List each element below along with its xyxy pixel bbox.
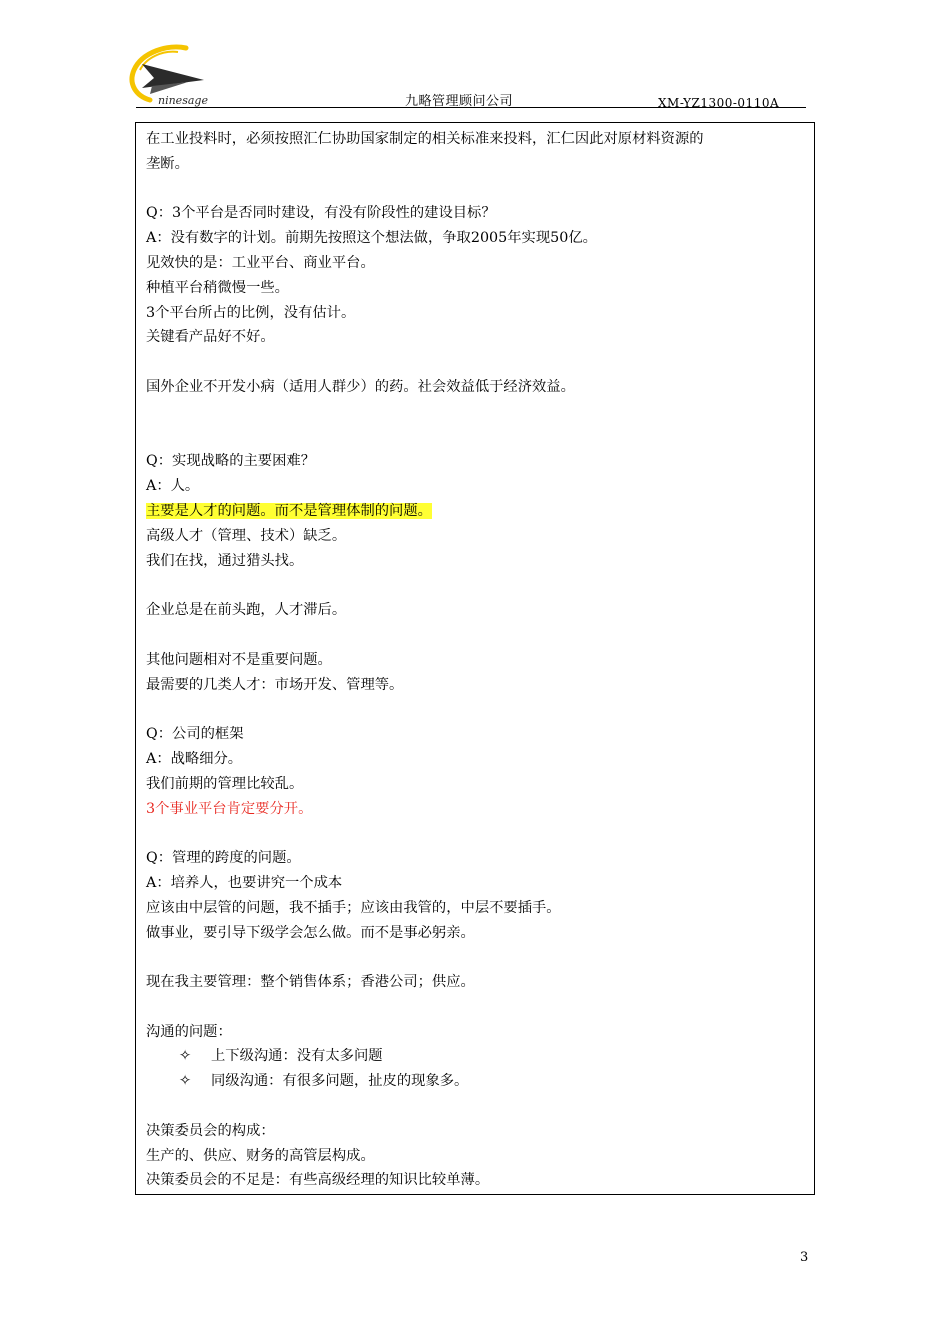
paragraph-line <box>146 598 814 623</box>
paragraph-line <box>146 201 814 226</box>
blank-line <box>146 697 814 722</box>
text-line: 现在我主要管理：整个销售体系；香港公司；供应。 <box>146 974 475 991</box>
logo-text: ninesage <box>158 94 208 107</box>
blank-line <box>146 573 814 598</box>
paragraph-line <box>146 152 814 177</box>
text-line: Q：公司的框架 <box>146 726 244 743</box>
text-line: A：战略细分。 <box>146 750 243 767</box>
text-line: 我们前期的管理比较乱。 <box>146 775 304 792</box>
paragraph-line <box>146 747 814 772</box>
document-number: XM-YZ1300-0110A <box>658 96 780 110</box>
paragraph-line <box>146 1144 814 1169</box>
text-line: 最需要的几类人才：市场开发、管理等。 <box>146 676 404 693</box>
blank-line <box>146 350 814 375</box>
ninesage-logo-icon <box>128 42 228 110</box>
paragraph-line <box>146 226 814 251</box>
blank-line <box>146 623 814 648</box>
paragraph-line <box>146 648 814 673</box>
text-line: 种植平台稍微慢一些。 <box>146 279 289 296</box>
paragraph-line <box>146 772 814 797</box>
paragraph-line <box>146 797 814 822</box>
text-line: 沟通的问题： <box>146 1023 232 1040</box>
company-logo <box>128 42 228 110</box>
diamond-bullet-icon: ✧ <box>179 1048 191 1065</box>
text-line: A：没有数字的计划。前期先按照这个想法做，争取2005年实现50亿。 <box>146 230 597 247</box>
highlighted-text: 主要是人才的问题。而不是管理体制的问题。 <box>146 502 432 519</box>
company-name: 九略管理顾问公司 <box>405 94 514 109</box>
blank-line <box>146 177 814 202</box>
text-line: Q：实现战略的主要困难？ <box>146 453 315 470</box>
text-line: 高级人才（管理、技术）缺乏。 <box>146 527 347 544</box>
text-line: 其他问题相对不是重要问题。 <box>146 651 332 668</box>
paragraph-line <box>146 524 814 549</box>
paragraph-line <box>146 449 814 474</box>
blank-line <box>146 995 814 1020</box>
text-line: A：培养人，也要讲究一个成本 <box>146 874 343 891</box>
paragraph-line <box>146 276 814 301</box>
paragraph-line <box>146 127 814 152</box>
text-line: Q：管理的跨度的问题。 <box>146 850 301 867</box>
text-line: 垄断。 <box>146 155 189 172</box>
bullet-text: 同级沟通：有很多问题，扯皮的现象多。 <box>211 1073 469 1090</box>
paragraph-line <box>146 325 814 350</box>
paragraph-line <box>146 251 814 276</box>
paragraph-line <box>146 499 814 524</box>
page-number: 3 <box>800 1250 809 1265</box>
paragraph-line <box>146 301 814 326</box>
text-line: 应该由中层管的问题，我不插手；应该由我管的，中层不要插手。 <box>146 899 561 916</box>
blank-line <box>146 400 814 425</box>
paragraph-line <box>146 375 814 400</box>
paragraph-line <box>146 549 814 574</box>
paragraph-line <box>146 673 814 698</box>
bullet-item <box>146 1069 814 1094</box>
text-line: 我们在找，通过猎头找。 <box>146 552 304 569</box>
text-line: 在工业投料时，必须按照汇仁协助国家制定的相关标准来投料，汇仁因此对原材料资源的 <box>146 131 704 147</box>
blank-line <box>146 425 814 450</box>
text-line: 国外企业不开发小病（适用人群少）的药。社会效益低于经济效益。 <box>146 378 575 395</box>
paragraph-line <box>146 970 814 995</box>
text-line: 见效快的是：工业平台、商业平台。 <box>146 254 375 271</box>
text-line: A：人。 <box>146 478 200 495</box>
blank-line <box>146 1094 814 1119</box>
paragraph-line <box>146 722 814 747</box>
paragraph-line <box>146 896 814 921</box>
bullet-item <box>146 1044 814 1069</box>
diamond-bullet-icon: ✧ <box>179 1073 191 1090</box>
interview-notes-box <box>135 122 815 1195</box>
red-emphasis-text: 3个事业平台肯定要分开。 <box>146 800 313 817</box>
text-line: 决策委员会的不足是：有些高级经理的知识比较单薄。 <box>146 1172 490 1189</box>
blank-line <box>146 945 814 970</box>
text-line: 决策委员会的构成： <box>146 1122 275 1139</box>
text-line: Q：3个平台是否同时建设，有没有阶段性的建设目标？ <box>146 205 496 222</box>
bullet-text: 上下级沟通：没有太多问题 <box>211 1048 383 1065</box>
paragraph-line <box>146 1020 814 1045</box>
paragraph-line <box>146 871 814 896</box>
paragraph-line <box>146 474 814 499</box>
paragraph-line <box>146 846 814 871</box>
paragraph-line <box>146 1168 814 1193</box>
text-line: 关键看产品好不好。 <box>146 329 275 346</box>
text-line: 3个平台所占的比例，没有估计。 <box>146 304 356 321</box>
header-rule <box>136 107 806 108</box>
text-line: 生产的、供应、财务的高管层构成。 <box>146 1147 375 1164</box>
text-line: 企业总是在前头跑，人才滞后。 <box>146 602 347 619</box>
paragraph-line <box>146 921 814 946</box>
paragraph-line <box>146 1119 814 1144</box>
blank-line <box>146 821 814 846</box>
text-line: 做事业，要引导下级学会怎么做。而不是事必躬亲。 <box>146 924 475 941</box>
